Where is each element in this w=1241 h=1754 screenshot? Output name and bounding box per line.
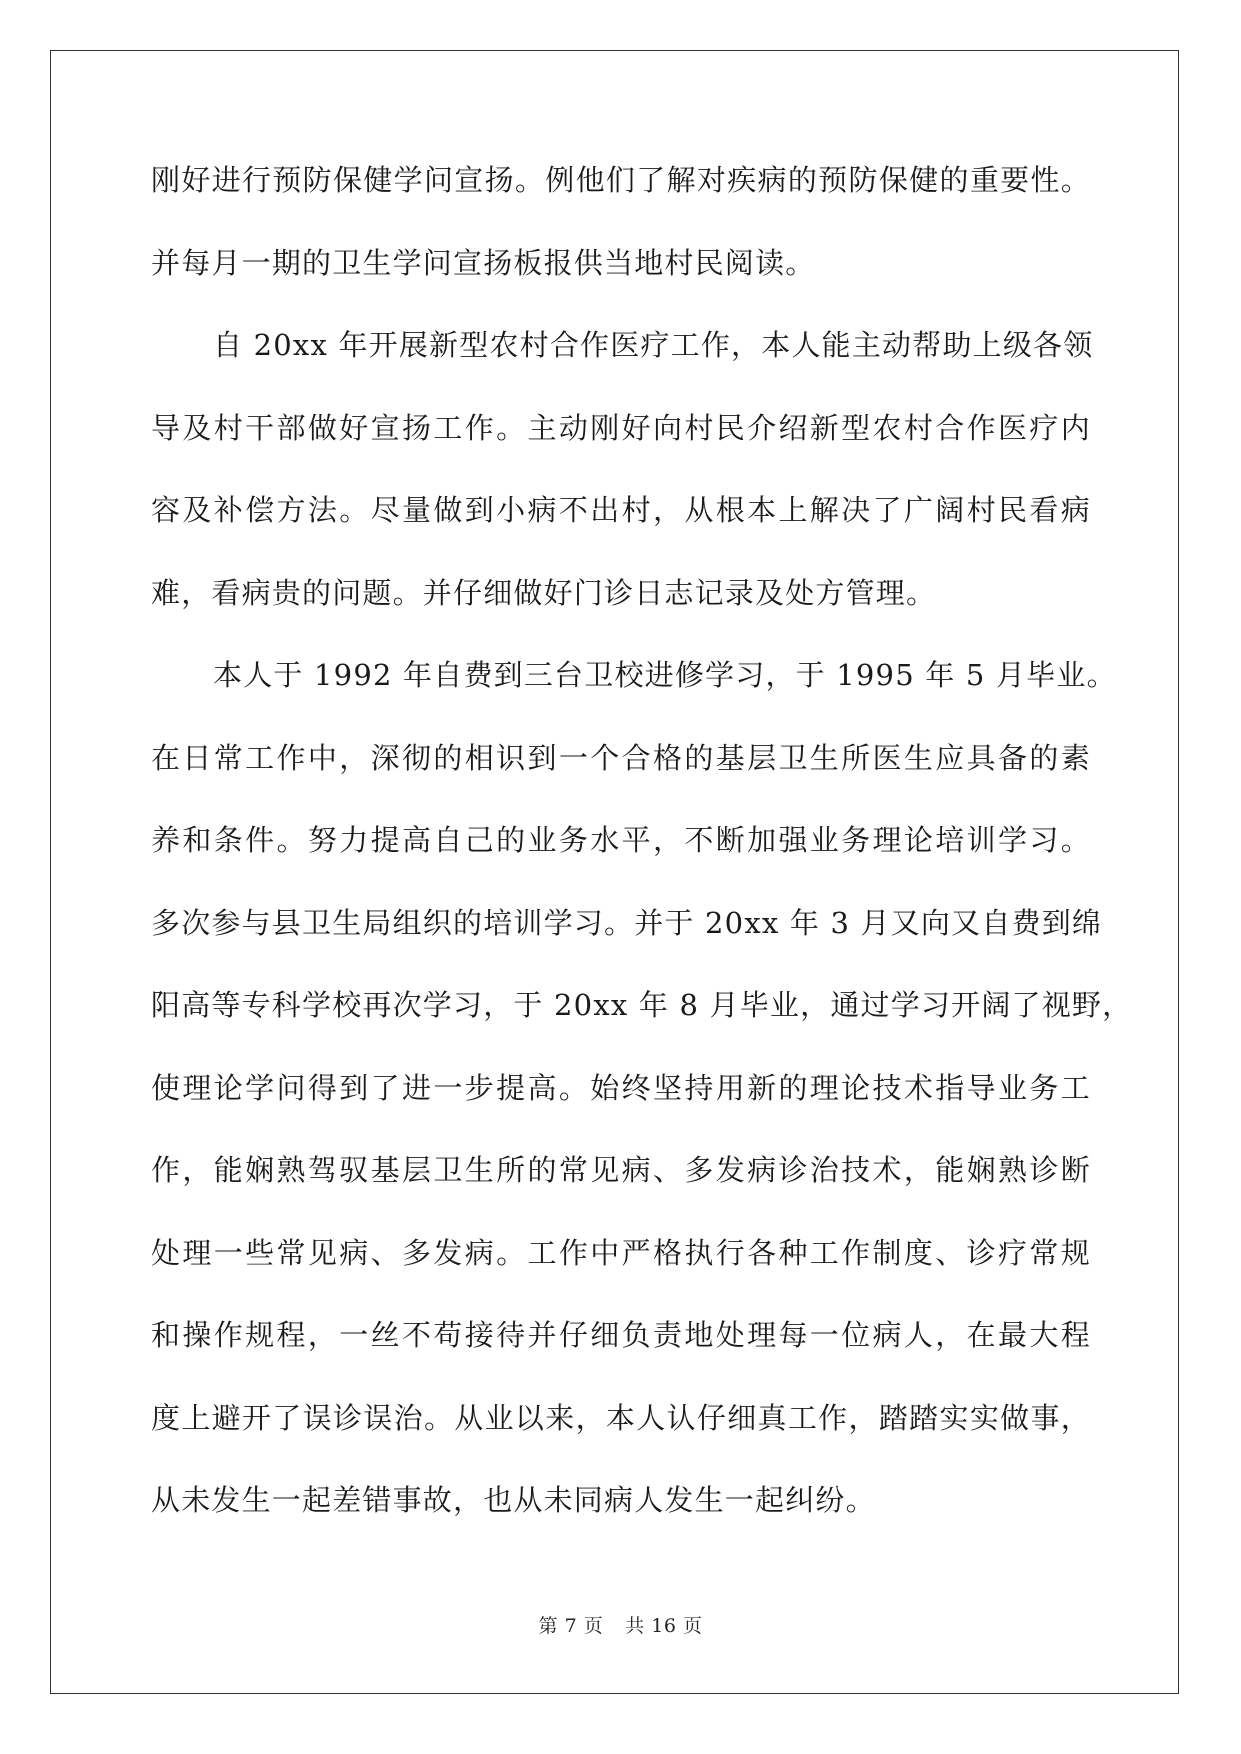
text-line-5: 容及补偿方法。尽量做到小病不出村，从根本上解决了广阔村民看病 [151, 493, 1091, 527]
text-line-3: 自 20xx 年开展新型农村合作医疗工作，本人能主动帮助上级各领 [213, 328, 1094, 362]
text-line-9: 养和条件。努力提高自己的业务水平，不断加强业务理论培训学习。 [151, 823, 1091, 857]
text-line-10: 多次参与县卫生局组织的培训学习。并于 20xx 年 3 月又向又自费到绵 [151, 905, 1103, 940]
text-line-12: 使理论学问得到了进一步提高。始终坚持用新的理论技术指导业务工 [151, 1070, 1091, 1105]
page-footer [0, 1611, 1241, 1638]
page-total: 共 16 页 [625, 1615, 703, 1637]
document-body [151, 160, 1133, 1563]
text-line-14: 处理一些常见病、多发病。工作中严格执行各种工作制度、诊疗常规 [151, 1235, 1091, 1270]
text-line-4: 导及村干部做好宣扬工作。主动刚好向村民介绍新型农村合作医疗内 [151, 410, 1091, 445]
text-line-16: 度上避开了误诊误治。从业以来，本人认仔细真工作，踏踏实实做事， [151, 1400, 1091, 1435]
page-number: 第 7 页 [538, 1615, 604, 1637]
text-line-11: 阳高等专科学校再次学习，于 20xx 年 8 月毕业，通过学习开阔了视野， [151, 988, 1133, 1022]
text-line-17: 从未发生一起差错事故，也从未同病人发生一起纠纷。 [151, 1483, 876, 1517]
text-line-2: 并每月一期的卫生学问宣扬板报供当地村民阅读。 [151, 245, 816, 280]
text-line-15: 和操作规程，一丝不苟接待并仔细负责地处理每一位病人，在最大程 [151, 1318, 1091, 1352]
text-line-6: 难，看病贵的问题。并仔细做好门诊日志记录及处方管理。 [151, 575, 937, 610]
text-line-1: 刚好进行预防保健学问宣扬。例他们了解对疾病的预防保健的重要性。 [151, 163, 1091, 197]
text-line-8: 在日常工作中，深彻的相识到一个合格的基层卫生所医生应具备的素 [151, 740, 1091, 775]
text-line-7: 本人于 1992 年自费到三台卫校进修学习，于 1995 年 5 月毕业。 [213, 658, 1117, 692]
text-line-13: 作，能娴熟驾驭基层卫生所的常见病、多发病诊治技术，能娴熟诊断 [151, 1153, 1091, 1187]
